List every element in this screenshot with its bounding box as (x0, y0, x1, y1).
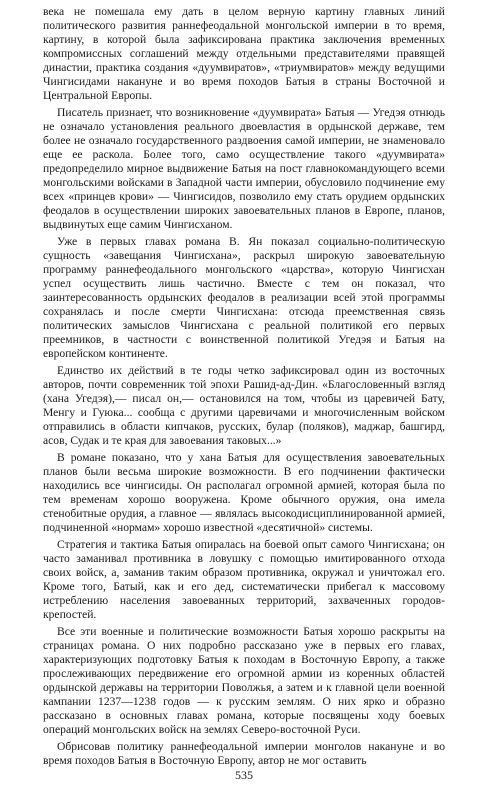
page-text-column (43, 5, 445, 771)
paragraph-5: В романе показано, что у хана Батыя для осуществления завоевательных планов были весьма широкие возможности. В его подчинении фактически находились все чингисиды. Он располагал огромной армией, которая была по тем временам хорошо вооружена. Кроме обычного оружия, она имела стенобитные орудия, а главное — являлась высокодисциплинированной армией, подчиненной «нормам» хорошо известной «десятичной» системы. (43, 451, 445, 534)
paragraph-6: Стратегия и тактика Батыя опиралась на боевой опыт самого Чингисхана; он часто заманивал противника в ловушку с помощью имитированного отхода своих войск, а, заманив таким образом противника, окружал и уничтожал его. Кроме того, Батый, как и его дед, систематически прибегал к массовому истреблению населения завоеванных территорий, захваченных городов-крепостей. (43, 538, 445, 621)
paragraph-3: Уже в первых главах романа В. Ян показал социально-политическую сущность «завещания Чингисхана», раскрыл широкую завоевательную программу раннефеодального монгольского «царства», которую Чингисхан успел осуществить лишь частично. Вместе с тем он показал, что заинтересованность ордынских феодалов в реализации всей этой программы сохранялась и после смерти Чингисхана: отсюда преемственная связь политических замыслов Чингисхана с реальной политикой его первых преемников, в частности с воинственной политикой Угедэя и Батыя на европейском континенте. (43, 235, 445, 360)
paragraph-8: Обрисовав политику раннефеодальной империи монголов накануне и во время походов Батыя в Восточную Европу, автор не мог оставить (43, 740, 445, 767)
paragraph-2: Писатель признает, что возникновение «дуумвирата» Батыя — Угедэя отнюдь не означало установления реального двоевластия в ордынской державе, тем более не означало государственного раздвоения самой империи, не знаменовало еще ее раскола. Более того, само осуществление такого «дуумвирата» предопределило мирное выдвижение Батыя на пост главнокомандующего всеми монгольскими войсками в Западной части империи, обусловило подчинение ему всех «принцев крови» — Чингисидов, позволило ему стать орудием ордынских феодалов в осуществлении широких завоевательных планов в Европе, планов, выдвинутых еще самим Чингисханом. (43, 106, 445, 231)
paragraph-4: Единство их действий в те годы четко зафиксировал один из восточных авторов, почти современник той эпохи Рашид-ад-Дин. «Благословенный взгляд (хана Угедэя),— писал он,— остановился на том, чтобы из царевичей Бату, Менгу и Гуюка... сообща с другими царевичами и многочисленным войском отправились в области кипчаков, русских, булар (поляков), маджар, башгирд, асов, Судак и те края для завоевания таковых...» (43, 364, 445, 447)
paragraph-1: века не помешала ему дать в целом верную картину главных линий политического развития раннефеодальной монгольской империи в то время, картину, в которой была зафиксирована практика заключения временных компромиссных соглашений между отдельными представителями правящей династии, практика создания «дуумвиратов», «триумвиратов» между ведущими Чингисидами накануне и во время походов Батыя в страны Восточной и Центральной Европы. (43, 5, 445, 102)
paragraph-7: Все эти военные и политические возможности Батыя хорошо раскрыты на страницах романа. О них подробно рассказано уже в первых его главах, характеризующих подготовку Батыя к походам в Восточную Европу, а также прослеживающих передвижение его огромной армии из коренных областей ордынской державы на территории Поволжья, а затем и к главной цели военной кампании 1237—1238 годов — к русским землям. О них ярко и образно рассказано в основных главах романа, которые посвящены ходу боевых операций монгольских войск на землях Северо-восточной Руси. (43, 625, 445, 736)
page-number: 535 (235, 768, 253, 782)
